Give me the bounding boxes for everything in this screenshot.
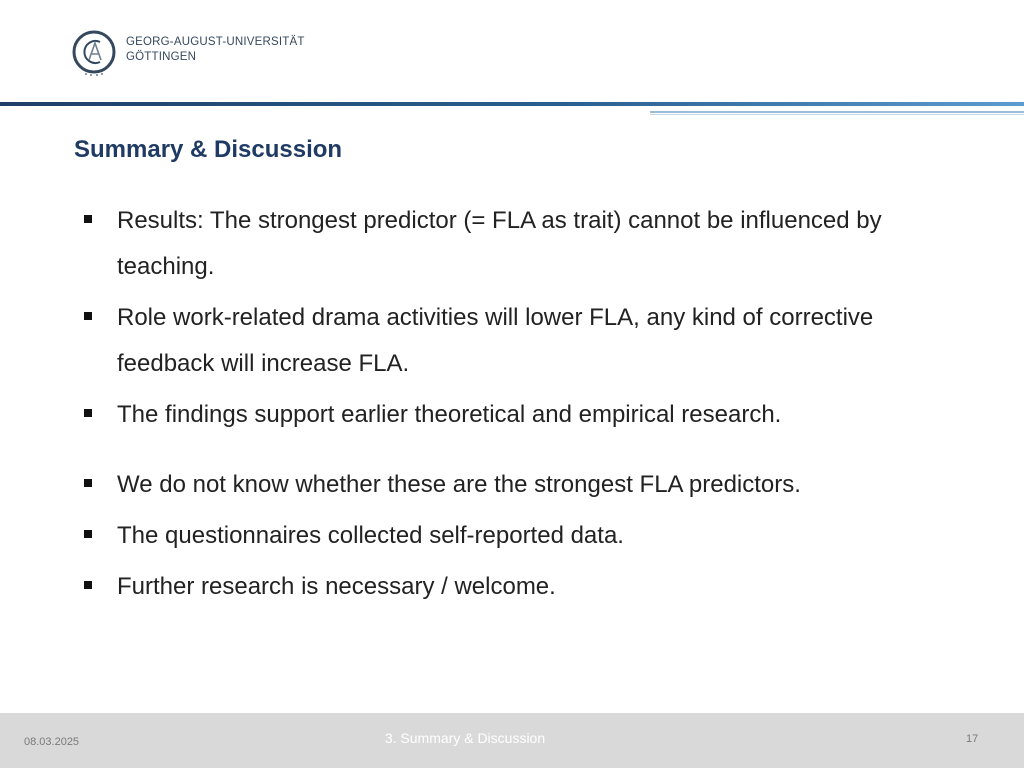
bullet-item [82, 198, 962, 290]
university-name-line1: GEORG-AUGUST-UNIVERSITÄT [126, 36, 305, 48]
bullet-text: Further research is necessary / welcome. [117, 573, 556, 600]
footer-date: 08.03.2025 [24, 736, 80, 748]
bullet-item [82, 513, 962, 559]
square-bullet-icon [84, 215, 92, 223]
university-name-line2: GÖTTINGEN [126, 51, 197, 63]
square-bullet-icon [84, 479, 92, 487]
bullet-text: The findings support earlier theoretical and empirical research. [117, 401, 782, 428]
bullet-text: Role work-related drama activities will lower FLA, any kind of corrective feedback will increase FLA. [117, 304, 874, 377]
bullet-text: We do not know whether these are the strongest FLA predictors. [117, 471, 801, 498]
bullet-list [82, 198, 962, 615]
header-accent-rule [650, 111, 1024, 113]
square-bullet-icon [84, 409, 92, 417]
header-accent-rule-thin [650, 114, 1024, 115]
header-rule [0, 102, 1024, 106]
slide-header [0, 0, 1024, 104]
bullet-text: Results: The strongest predictor (= FLA as trait) cannot be influenced by teaching. [117, 207, 882, 280]
bullet-text: The questionnaires collected self-reported data. [117, 522, 624, 549]
bullet-item [82, 392, 962, 438]
university-seal-icon [70, 30, 120, 78]
footer-section-title: 3. Summary & Discussion [384, 730, 546, 746]
page-number: 17 [966, 733, 979, 745]
square-bullet-icon [84, 312, 92, 320]
bullet-item [82, 462, 962, 508]
slide-title: Summary & Discussion [74, 136, 343, 163]
university-name [126, 35, 305, 65]
slide-footer [0, 713, 1024, 768]
bullet-item [82, 295, 962, 387]
square-bullet-icon [84, 530, 92, 538]
square-bullet-icon [84, 581, 92, 589]
bullet-item [82, 564, 962, 610]
